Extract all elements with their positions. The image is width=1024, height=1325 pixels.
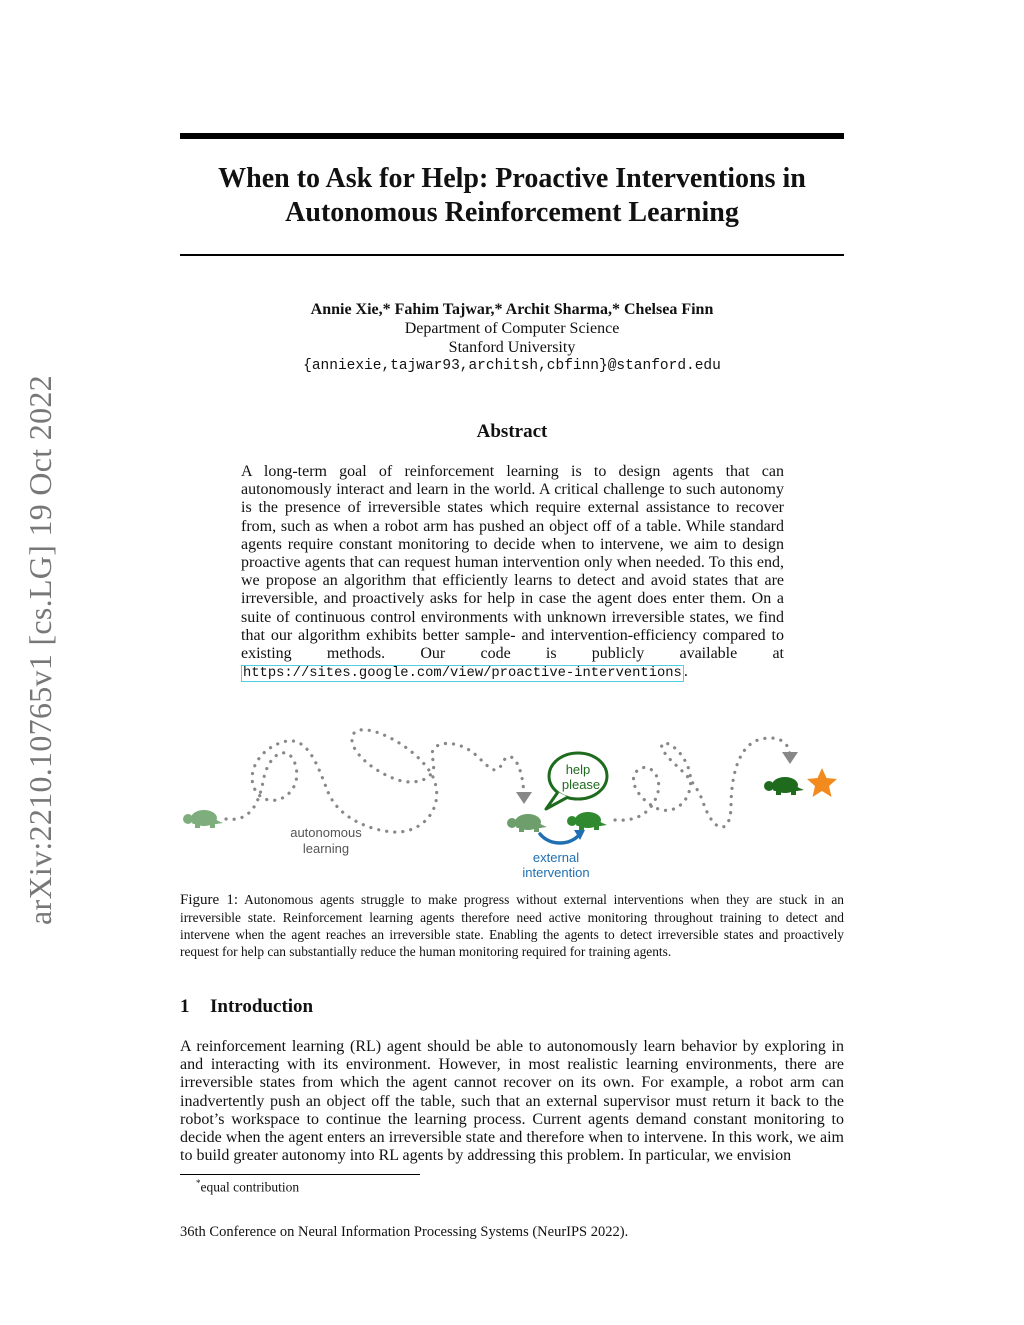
abstract-text: A long-term goal of reinforcement learning is to design agents that can autonomously interact and learn in the world. A critical challenge to such autonomy is the presence of irreversible states which require external assistance to recover from, such as when a robot arm has pushed an object off of a table. While standard agents require constant monitoring to decide when to intervene, we aim to design proactive agents that can request human intervention only when needed. To this end, we propose an algorithm that efficiently learns to detect and avoid states that are irreversible, and proactively asks for help in case the agent does enter them. On a suite of continuous control environments with unknown irreversible states, we find that our algorithm exhibits better sample- and intervention-efficiency compared to existing methods. Our code is publicly available at (241, 463, 784, 663)
footnote (196, 1178, 299, 1196)
help-label-line-1: help (565, 762, 591, 777)
venue-note: 36th Conference on Neural Information Processing Systems (NeurIPS 2022). (180, 1224, 629, 1240)
intervention-arrow-icon (540, 834, 580, 843)
title-top-rule (180, 133, 844, 139)
figure-1 (178, 712, 846, 890)
section-number: 1 (180, 996, 190, 1017)
dotted-trajectory (226, 730, 790, 832)
title-bottom-rule (180, 254, 844, 256)
author-department: Department of Computer Science (404, 320, 620, 337)
caption-label: Figure 1: (180, 892, 239, 908)
turtle-goal-icon (764, 777, 804, 795)
author-university: Stanford University (448, 339, 576, 356)
title-line-1: When to Ask for Help: Proactive Interventions in (218, 163, 806, 194)
arrowhead-down-icon (516, 792, 532, 804)
turtle-moved-icon (567, 812, 607, 830)
paper-title (180, 162, 844, 230)
abstract-end: . (683, 663, 688, 681)
project-link[interactable]: https://sites.google.com/view/proactive-interventions (243, 666, 682, 682)
section-title: Introduction (210, 996, 314, 1017)
figure-caption (180, 891, 844, 960)
arrowhead-down-icon (782, 752, 798, 764)
footnote-rule (180, 1174, 420, 1175)
section-heading (180, 996, 313, 1018)
introduction-text: A reinforcement learning (RL) agent should be able to autonomously learn behavior by exploring in and interacting with its environment. However, in most realistic learning environments, there are irreversible states from which the agent cannot recover on its own. For example, a robot arm can inadvertently push an object off the table, such that an external supervisor must return it back to the robot’s workspace to continue the learning process. Current agents demand constant monitoring to decide when the agent enters an irreversible state and therefore when to intervene. In this work, we aim to build greater autonomy into RL agents by addressing this problem. In particular, we envision (180, 1038, 844, 1165)
footnote-mark: * (196, 1178, 201, 1188)
caption-text: Autonomous agents struggle to make progress without external interventions when they are stuck in an irreversible state. Reinforcement learning agents therefore need active monitoring throughout training to detect and intervene when the agent reaches an irreversible state. Enabling the agents to detect irreversible states and proactively request for help can substantially reduce the human monitoring required for training agents. (180, 892, 844, 959)
author-block (180, 300, 844, 376)
title-line-2: Autonomous Reinforcement Learning (285, 197, 739, 228)
abstract-body (241, 463, 784, 683)
autonomous-label-line-2: learning (302, 841, 350, 856)
star-goal-icon (807, 768, 837, 797)
footnote-text: equal contribution (200, 1179, 300, 1195)
author-email: {anniexie,tajwar93,architsh,cbfinn}@stanford.edu (303, 358, 721, 374)
turtle-stuck-icon (507, 814, 547, 832)
author-names: Annie Xie,* Fahim Tajwar,* Archit Sharma,* Chelsea Finn (310, 301, 714, 318)
external-label-line-1: external (532, 850, 580, 865)
external-label-line-2: intervention (522, 865, 590, 880)
help-label-line-2: please (561, 777, 601, 792)
arxiv-identifier: arXiv:2210.10765v1 [cs.LG] 19 Oct 2022 (22, 375, 58, 925)
autonomous-label-line-1: autonomous (290, 825, 362, 840)
turtle-start-icon (183, 810, 223, 828)
abstract-heading: Abstract (476, 421, 548, 442)
figure-illustration (178, 712, 846, 890)
